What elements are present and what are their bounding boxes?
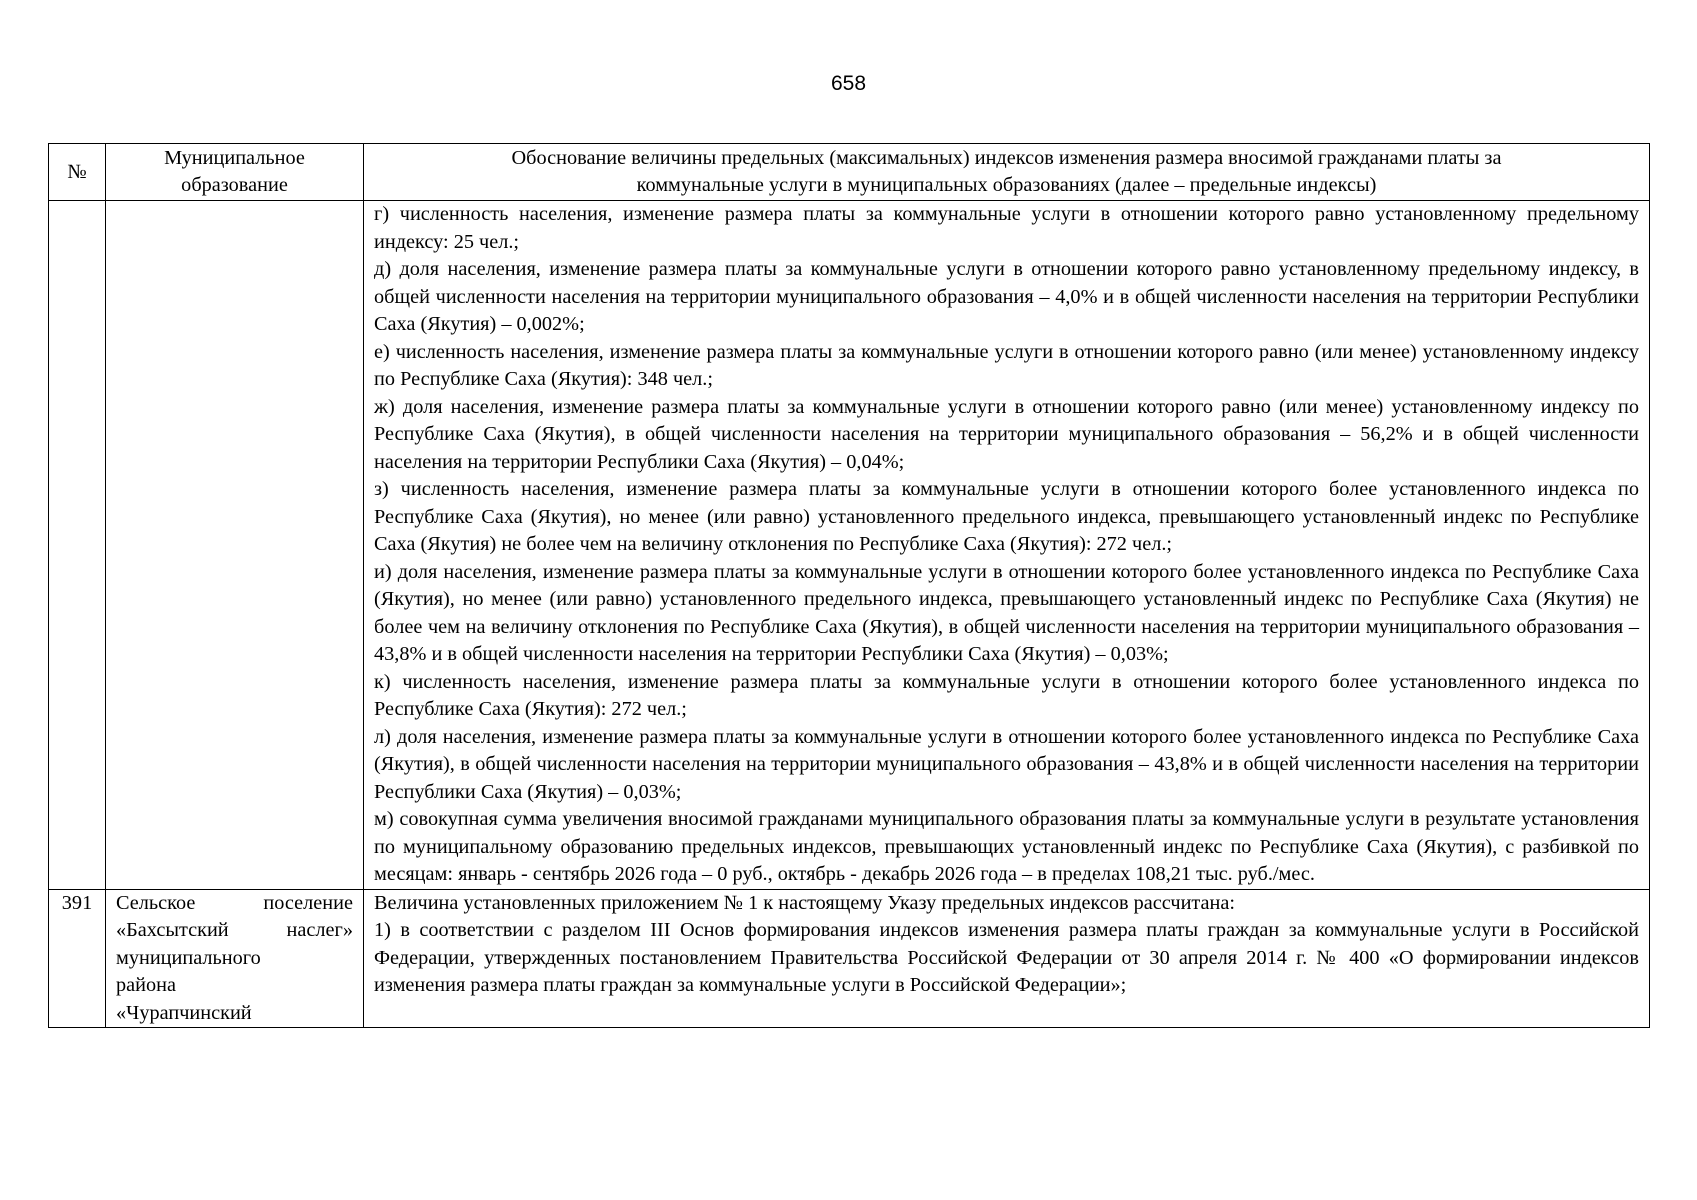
justification-cell	[364, 889, 1650, 1028]
table-row	[49, 201, 1650, 890]
municipality-line: Сельское поселение	[116, 891, 353, 914]
paragraph-intro: Величина установленных приложением № 1 к настоящему Указу предельных индексов рассчитана:	[374, 891, 1236, 914]
paragraph-z: з) численность населения, изменение размера платы за коммунальные услуги в отношении которого более установленного индекса по Республике Саха (Якутия), но менее (или равно) установленного предельного индекса, превышающего установленный индекс по Республике Саха (Якутия) не более чем на величину отклонения по Республике Саха (Якутия): 272 чел.;	[374, 478, 1639, 555]
paragraph-d: д) доля населения, изменение размера платы за коммунальные услуги в отношении которого равно установленному предельному индексу, в общей численности населения на территории муниципального образования – 4,0% и в общей численности населения на территории Республики Саха (Якутия) – 0,002%;	[374, 258, 1639, 335]
paragraph-i: и) доля населения, изменение размера платы за коммунальные услуги в отношении которого более установленного индекса по Республике Саха (Якутия), но менее (или равно) установленного предельного индекса, превышающего установленный индекс по Республике Саха (Якутия) не более чем на величину отклонения по Республике Саха (Якутия), в общей численности населения на территории муниципального образования – 43,8% и в общей численности населения на территории Республики Саха (Якутия) – 0,03%;	[374, 560, 1639, 665]
paragraph-e: е) численность населения, изменение размера платы за коммунальные услуги в отношении которого равно (или менее) установленному индексу по Республике Саха (Якутия): 348 чел.;	[374, 340, 1639, 390]
justification-cell	[364, 201, 1650, 890]
municipality-cell	[106, 889, 364, 1028]
table-header-row	[49, 144, 1650, 201]
tariff-index-table	[48, 143, 1650, 1028]
municipality-line: «Бахсытский наслег»	[116, 919, 353, 941]
municipality-line: района	[116, 974, 176, 996]
paragraph-g: г) численность населения, изменение размера платы за коммунальные услуги в отношении которого равно установленному предельному индексу: 25 чел.;	[374, 203, 1639, 253]
row-number-cell: 391	[49, 889, 106, 1028]
paragraph-k: к) численность населения, изменение размера платы за коммунальные услуги в отношении которого более установленного индекса по Республике Саха (Якутия): 272 чел.;	[374, 670, 1639, 720]
paragraph-zh: ж) доля населения, изменение размера платы за коммунальные услуги в отношении которого равно (или менее) установленному индексу по Республике Саха (Якутия), в общей численности населения на территории муниципального образования – 56,2% и в общей численности населения на территории Республики Саха (Якутия) – 0,04%;	[374, 395, 1639, 473]
header-justification: Обоснование величины предельных (максимальных) индексов изменения размера вносимой гражданами платы за коммунальные услуги в муниципальных образованиях (далее – предельные индексы)	[364, 144, 1650, 201]
paragraph-m: м) совокупная сумма увеличения вносимой гражданами муниципального образования платы за коммунальные услуги в результате установления по муниципальному образованию предельных индексов, превышающих установленный индекс по Республике Саха (Якутия), с разбивкой по месяцам: январь - сентябрь 2026 года – 0 руб., октябрь - декабрь 2026 года – в пределах 108,21 тыс. руб./мес.	[374, 808, 1639, 885]
table-row	[49, 889, 1650, 1028]
municipality-line: «Чурапчинский	[116, 1001, 252, 1024]
header-municipality: Муниципальное образование	[106, 144, 364, 201]
page-number: 658	[830, 72, 867, 95]
row-number-cell	[49, 201, 106, 890]
municipality-line: муниципального	[116, 946, 261, 969]
paragraph-1: 1) в соответствии с разделом III Основ формирования индексов изменения размера платы граждан за коммунальные услуги в Российской Федерации, утвержденных постановлением Правительства Российской Федерации от 30 апреля 2014 г. № 400 «О формировании индексов изменения размера платы граждан за коммунальные услуги в Российской Федерации»;	[374, 919, 1639, 996]
header-number: №	[49, 144, 106, 201]
municipality-cell	[106, 201, 364, 890]
paragraph-l: л) доля населения, изменение размера платы за коммунальные услуги в отношении которого более установленного индекса по Республике Саха (Якутия), в общей численности населения на территории муниципального образования – 43,8% и в общей численности населения на территории Республики Саха (Якутия) – 0,03%;	[374, 725, 1639, 803]
